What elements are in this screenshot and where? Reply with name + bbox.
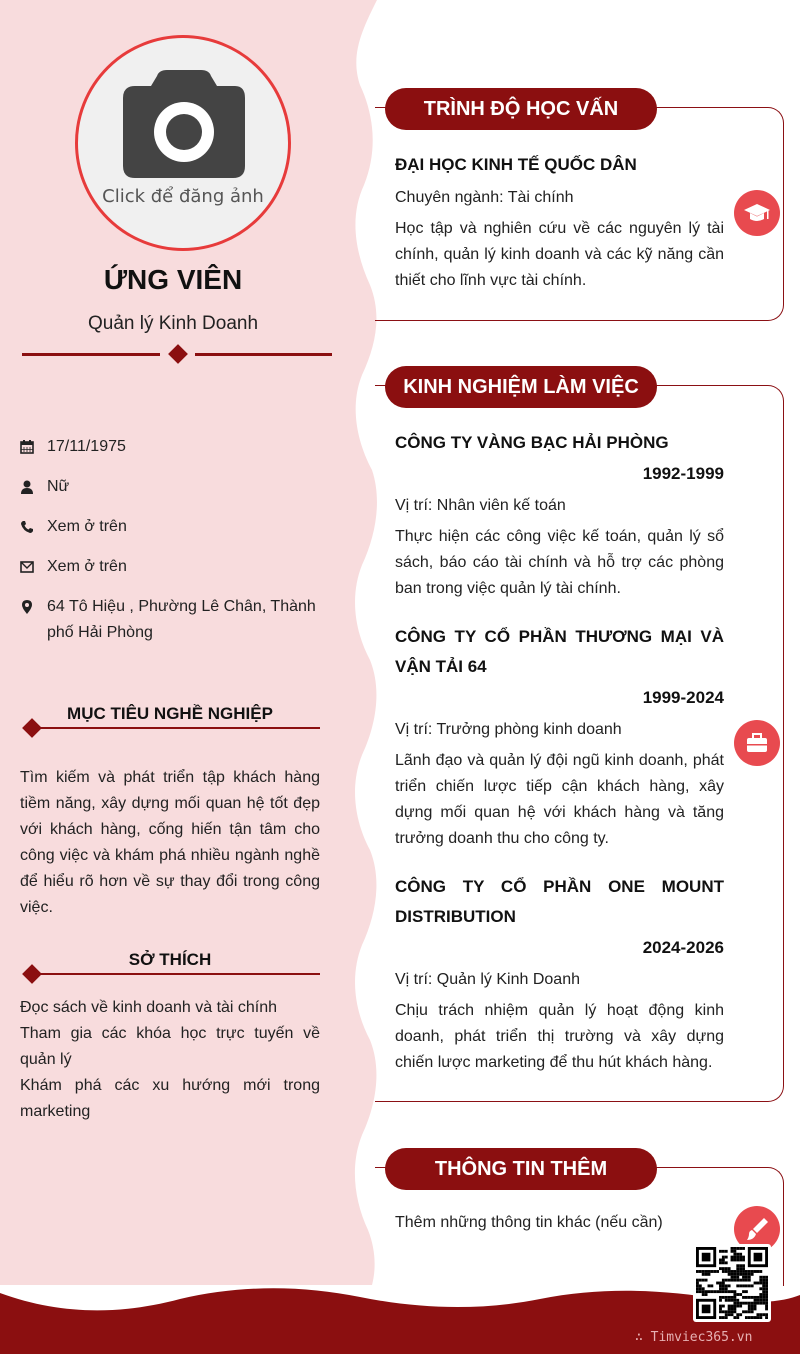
contact-birthdate: 17/11/1975 [20,434,320,460]
additional-text: Thêm những thông tin khác (nếu cần) [395,1214,663,1231]
job-company: CÔNG TY CỔ PHẦN ONE MOUNT DISTRIBUTION [395,877,724,926]
job-description: Chịu trách nhiệm quản lý hoạt động kinh doanh, phát triển thị trường và xây dựng chiến lược marketing để thu hút khách hàng. [395,1002,724,1071]
job-description: Thực hiện các công việc kế toán, quản lý sổ sách, báo cáo tài chính và hỗ trợ các phòng ban trong việc quản lý tài chính. [395,528,724,597]
contact-address: 64 Tô Hiệu , Phường Lê Chân, Thành phố Hải Phòng [20,594,320,646]
graduation-cap-icon [734,190,780,236]
hobby-item: Khám phá các xu hướng mới trong marketing [20,1077,320,1120]
job-position: Vị trí: Trưởng phòng kinh doanh [395,721,622,738]
hobby-item: Đọc sách về kinh doanh và tài chính [20,999,278,1016]
hobby-item: Tham gia các khóa học trực tuyến về quản lý [20,1025,320,1068]
job-period: 1999-2024 [642,688,724,707]
job-description: Lãnh đạo và quản lý đội ngũ kinh doanh, phát triển chiến lược tiếp cận khách hàng, xây dựng mối quan hệ với khách hàng và tăng trưởng doanh thu cho công ty. [395,752,724,847]
job-company: CÔNG TY CỔ PHẦN THƯƠNG MẠI VÀ VẬN TẢI 64 [395,627,724,676]
footer-watermark: ∴ Timviec365.vn [635,1330,753,1345]
location-icon [20,600,34,614]
phone-icon [20,520,34,534]
education-major: Chuyên ngành: Tài chính [395,189,574,206]
objective-text: Tìm kiếm và phát triển tập khách hàng tiềm năng, xây dựng mối quan hệ tốt đẹp với khách hàng, cống hiến tận tâm cho công việc và khám phá nhiều ngành nghề để hiểu rõ hơn về sự thay đổi trong công việc. [20,769,320,916]
job-position: Vị trí: Quản lý Kinh Doanh [395,971,580,988]
education-badge [734,190,780,236]
job-company: CÔNG TY VÀNG BẠC HẢI PHÒNG [395,433,669,452]
job-period: 1992-1999 [642,464,724,483]
hobbies-list [20,995,320,1125]
photo-upload-label: Click để đăng ảnh [102,186,264,207]
education-school: ĐẠI HỌC KINH TẾ QUỐC DÂN [395,155,637,174]
candidate-job-title: Quản lý Kinh Doanh [87,313,259,334]
job-position: Vị trí: Nhân viên kế toán [395,497,566,514]
name-divider [22,344,332,366]
education-title: TRÌNH ĐỘ HỌC VẤN [385,88,657,130]
education-description: Học tập và nghiên cứu về các nguyên lý tài chính, quản lý kinh doanh và các kỹ năng cần thiết cho lĩnh vực tài chính. [395,220,724,289]
experience-badge [734,720,780,766]
profile-photo-upload[interactable] [75,35,291,251]
contact-email: Xem ở trên [20,554,320,580]
briefcase-icon [734,720,780,766]
contact-gender: Nữ [20,474,320,500]
qr-code[interactable] [693,1244,771,1322]
qr-code-image [696,1247,768,1319]
hobbies-title: SỞ THÍCH [128,950,212,969]
candidate-name: ỨNG VIÊN [103,264,243,295]
contact-phone: Xem ở trên [20,514,320,540]
user-icon [20,480,34,494]
camera-icon [121,70,247,180]
calendar-icon [20,440,34,454]
experience-title: KINH NGHIỆM LÀM VIỆC [385,366,657,408]
email-icon [20,560,34,574]
job-period: 2024-2026 [642,938,724,957]
additional-title: THÔNG TIN THÊM [385,1148,657,1190]
objective-title: MỤC TIÊU NGHỀ NGHIỆP [67,704,273,723]
